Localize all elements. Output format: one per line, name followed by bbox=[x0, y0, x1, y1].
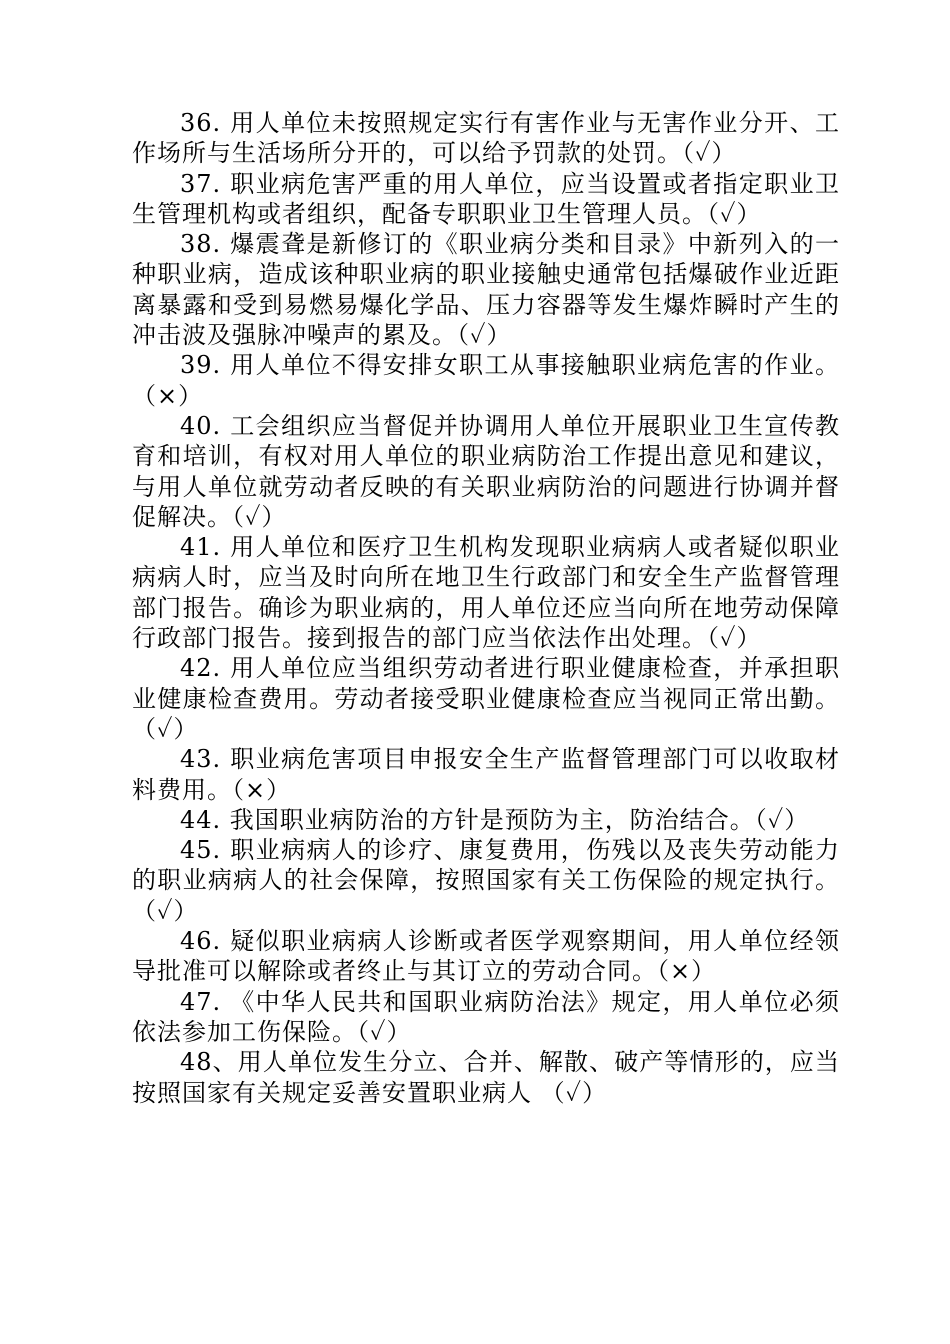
question-item-40: 40. 工会组织应当督促并协调用人单位开展职业卫生宣传教育和培训，有权对用人单位的职业病防治工作提出意见和建议，与用人单位就劳动者反映的有关职业病防治的问题进行协调并督促解决。（✓） bbox=[132, 411, 840, 531]
question-item-41: 41. 用人单位和医疗卫生机构发现职业病病人或者疑似职业病病人时，应当及时向所在地卫生行政部门和安全生产监督管理部门报告。确诊为职业病的，用人单位还应当向所在地劳动保障行政部门报告。接到报告的部门应当依法作出处理。（✓） bbox=[132, 533, 840, 653]
question-item-48: 48、用人单位发生分立、合并、解散、破产等情形的，应当按照国家有关规定妥善安置职业病人 （✓） bbox=[132, 1048, 840, 1107]
question-item-36: 36. 用人单位未按照规定实行有害作业与无害作业分开、工作场所与生活场所分开的，可以给予罚款的处罚。（✓） bbox=[132, 109, 840, 168]
question-item-38: 38. 爆震聋是新修订的《职业病分类和目录》中新列入的一种职业病，造成该种职业病的职业接触史通常包括爆破作业近距离暴露和受到易燃易爆化学品、压力容器等发生爆炸瞬时产生的冲击波及强脉冲噪声的累及。（✓） bbox=[132, 230, 840, 350]
question-item-43: 43. 职业病危害项目申报安全生产监督管理部门可以收取材料费用。（×） bbox=[132, 745, 840, 804]
document-page bbox=[132, 108, 840, 1108]
question-item-45: 45. 职业病病人的诊疗、康复费用，伤残以及丧失劳动能力的职业病病人的社会保障，按照国家有关工伤保险的规定执行。 （✓） bbox=[132, 836, 840, 925]
question-item-44: 44. 我国职业病防治的方针是预防为主，防治结合。（✓） bbox=[180, 805, 810, 834]
question-item-46: 46. 疑似职业病病人诊断或者医学观察期间，用人单位经领导批准可以解除或者终止与其订立的劳动合同。（×） bbox=[132, 927, 840, 986]
question-item-39: 39. 用人单位不得安排女职工从事接触职业病危害的作业。（×） bbox=[132, 351, 840, 410]
question-item-37: 37. 职业病危害严重的用人单位，应当设置或者指定职业卫生管理机构或者组织，配备专职职业卫生管理人员。（✓） bbox=[132, 169, 840, 228]
question-item-47: 47. 《中华人民共和国职业病防治法》规定，用人单位必须依法参加工伤保险。（✓） bbox=[132, 987, 840, 1046]
question-item-42: 42. 用人单位应当组织劳动者进行职业健康检查，并承担职业健康检查费用。劳动者接受职业健康检查应当视同正常出勤。（✓） bbox=[132, 654, 840, 743]
